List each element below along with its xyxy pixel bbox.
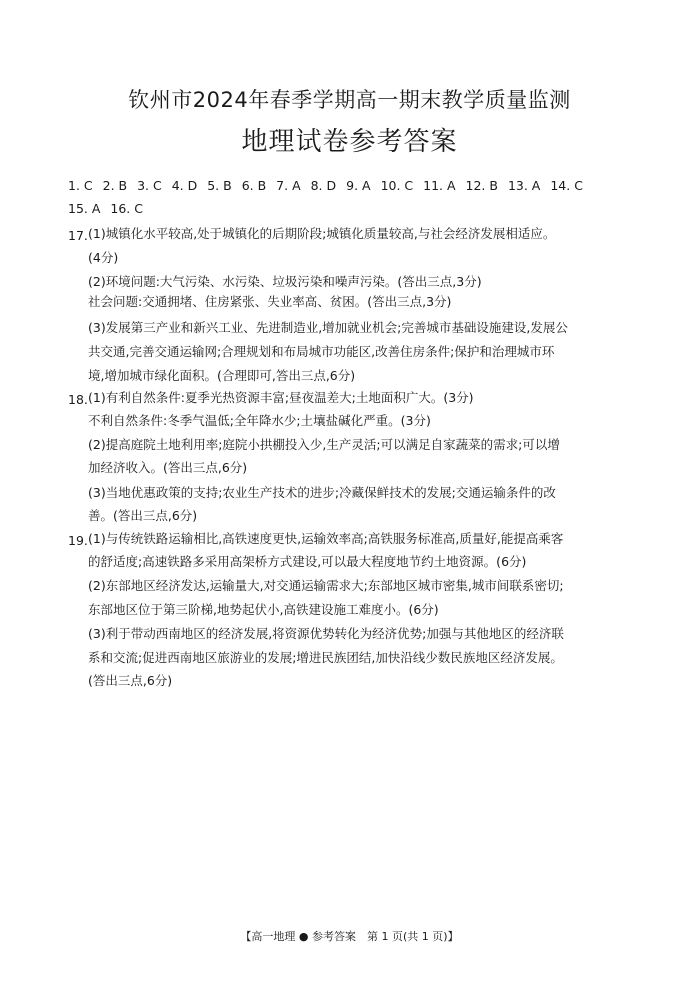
mc-answer: 3. C xyxy=(137,178,162,193)
mc-answer: 9. A xyxy=(346,178,371,193)
mc-answer: 6. B xyxy=(241,178,267,193)
page-footer: 【高一地理 ● 参考答案 第 1 页(共 1 页)】 xyxy=(240,930,459,943)
mc-answer: 10. C xyxy=(380,178,414,193)
q17-line-3: (2)环境问题:大气污染、水污染、垃圾污染和噪声污染。(答出三点,3分) xyxy=(88,274,482,289)
mc-answer: 15. A xyxy=(68,201,101,216)
q18-line-5: (3)当地优惠政策的支持;农业生产技术的进步;冷藏保鲜技术的发展;交通运输条件的改 xyxy=(88,485,556,500)
q17-line-7: 境,增加城市绿化面积。(合理即可,答出三点,6分) xyxy=(88,368,356,383)
answer-key-subtitle: 地理试卷参考答案 xyxy=(241,127,458,157)
q17-line-6: 共交通,完善交通运输网;合理规划和布局城市功能区,改善住房条件;保护和治理城市环 xyxy=(88,344,555,359)
q19-line-3: (2)东部地区经济发达,运输量大,对交通运输需求大;东部地区城市密集,城市间联系密切; xyxy=(88,578,564,593)
question-19-number: 19. xyxy=(68,533,88,548)
q19-line-7: (答出三点,6分) xyxy=(88,673,173,688)
q18-line-3: (2)提高庭院土地利用率;庭院小拱棚投入少,生产灵活;可以满足自家蔬菜的需求;可以增 xyxy=(88,437,560,452)
mc-answer: 5. B xyxy=(207,178,232,193)
q18-line-6: 善。(答出三点,6分) xyxy=(88,508,198,523)
question-18-number: 18. xyxy=(68,392,88,407)
mc-answers-row-1 xyxy=(68,178,668,193)
q19-line-5: (3)利于带动西南地区的经济发展,将资源优势转化为经济优势;加强与其他地区的经济联 xyxy=(88,626,564,641)
mc-answer: 4. D xyxy=(171,178,198,193)
mc-answers-row-2 xyxy=(68,201,668,216)
q19-line-2: 的舒适度;高速铁路多采用高架桥方式建设,可以最大程度地节约土地资源。(6分) xyxy=(88,554,527,569)
q18-line-1: (1)有利自然条件:夏季光热资源丰富;昼夜温差大;土地面积广大。(3分) xyxy=(88,390,474,405)
mc-answer: 13. A xyxy=(507,178,541,193)
q19-line-6: 系和交流;促进西南地区旅游业的发展;增进民族团结,加快沿线少数民族地区经济发展。 xyxy=(88,650,563,665)
mc-answer: 7. A xyxy=(276,178,301,193)
q17-line-2: (4分) xyxy=(88,250,119,265)
mc-answer: 1. C xyxy=(68,178,93,193)
q17-line-1: (1)城镇化水平较高,处于城镇化的后期阶段;城镇化质量较高,与社会经济发展相适应。 xyxy=(88,226,556,241)
question-17-number: 17. xyxy=(68,228,88,243)
exam-title: 钦州市2024年春季学期高一期末教学质量监测 xyxy=(128,88,571,112)
mc-answer: 2. B xyxy=(102,178,128,193)
q19-line-4: 东部地区位于第三阶梯,地势起伏小,高铁建设施工难度小。(6分) xyxy=(88,602,439,617)
q18-line-2: 不利自然条件:冬季气温低;全年降水少;土壤盐碱化严重。(3分) xyxy=(88,413,431,428)
q18-line-4: 加经济收入。(答出三点,6分) xyxy=(88,460,248,475)
mc-answer: 12. B xyxy=(465,178,498,193)
mc-answer: 8. D xyxy=(310,178,337,193)
mc-answer: 11. A xyxy=(423,178,456,193)
q17-line-5: (3)发展第三产业和新兴工业、先进制造业,增加就业机会;完善城市基础设施建设,发展公 xyxy=(88,320,568,335)
mc-answer: 14. C xyxy=(550,178,583,193)
mc-answer: 16. C xyxy=(110,201,143,216)
q17-line-4: 社会问题:交通拥堵、住房紧张、失业率高、贫困。(答出三点,3分) xyxy=(88,294,452,309)
q19-line-1: (1)与传统铁路运输相比,高铁速度更快,运输效率高;高铁服务标准高,质量好,能提高乘客 xyxy=(88,531,564,546)
